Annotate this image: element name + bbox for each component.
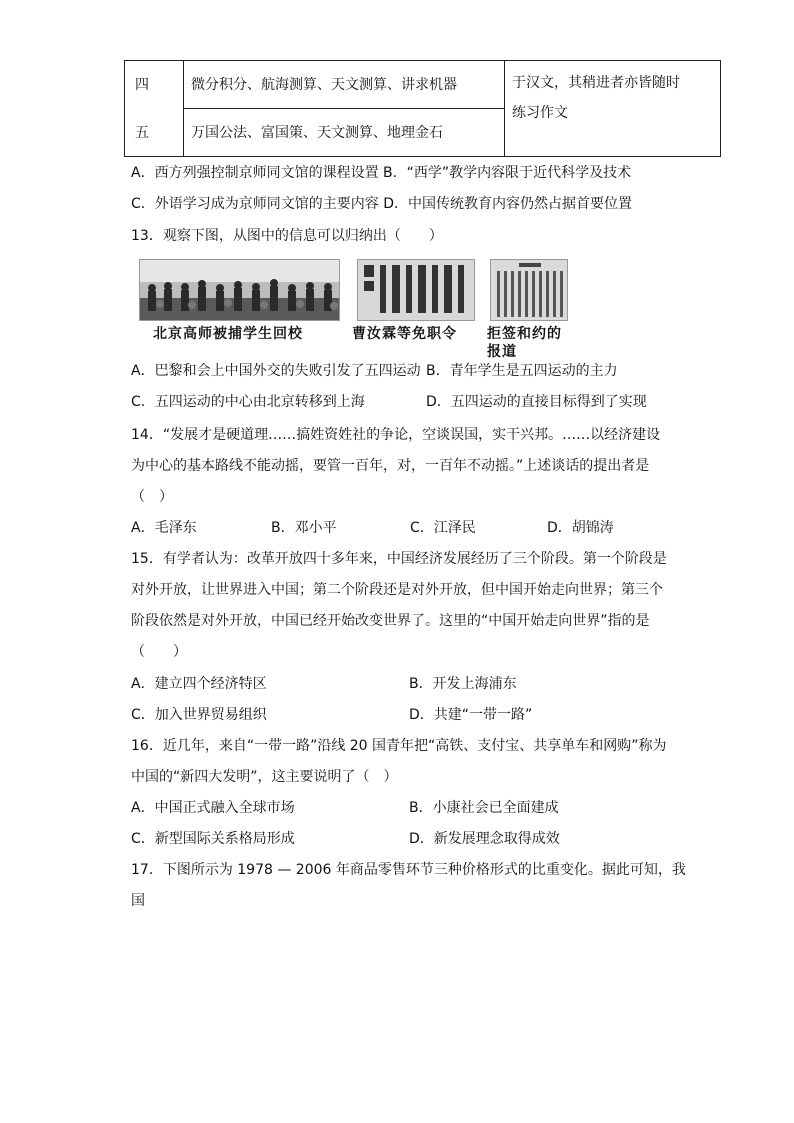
q14-stem: （ ）: [131, 489, 173, 505]
q14-option-b: B．邓小平: [271, 520, 337, 536]
q17-stem: 17．下图所示为 1978 — 2006 年商品零售环节三种价格形式的比重变化。据此可知，我: [131, 862, 686, 878]
q14-stem: 14．“发展才是硬道理……搞姓资姓社的争论，空谈误国，实干兴邦。……以经济建设: [131, 427, 661, 443]
q13-option-d: D．五四运动的直接目标得到了实现: [426, 394, 647, 410]
q15-stem: （ ）: [131, 644, 187, 660]
photo-caption: 拒签和约的: [487, 326, 562, 342]
table-courses-cell: 万国公法、富国策、天文测算、地理金石: [191, 125, 443, 141]
q16-stem: 16．近几年，来自“一带一路”沿线 20 国青年把“高铁、支付宝、共享单车和网购”称为: [131, 738, 667, 754]
table-year-cell: 五: [135, 125, 149, 141]
q17-stem: 国: [131, 893, 145, 909]
q14-option-a: A．毛泽东: [131, 520, 197, 536]
q16-option-a: A．中国正式融入全球市场: [131, 800, 295, 816]
q14-stem: 为中心的基本路线不能动摇，要管一百年，对，一百年不动摇。”上述谈话的提出者是: [131, 458, 650, 474]
q13-option-b: B．青年学生是五四运动的主力: [426, 363, 618, 379]
q12-options-line: A．西方列强控制京师同文馆的课程设置 B．“西学”教学内容限于近代科学及技术: [131, 165, 632, 181]
q15-option-c: C．加入世界贸易组织: [131, 707, 267, 723]
q15-stem: 阶段依然是对外开放，中国已经开始改变世界了。这里的“中国开始走向世界”指的是: [131, 613, 650, 629]
photo-treaty-report: [490, 259, 568, 321]
q12-options-line: C．外语学习成为京师同文馆的主要内容 D．中国传统教育内容仍然占据首要位置: [131, 196, 633, 212]
photo-caption: 报道: [487, 344, 517, 360]
table-note-line: 练习作文: [512, 105, 568, 121]
q13-stem: 13．观察下图，从图中的信息可以归纳出（ ）: [131, 228, 443, 244]
q13-option-a: A．巴黎和会上中国外交的失败引发了五四运动: [131, 363, 421, 379]
photo-caption: 北京高师被捕学生回校: [153, 326, 303, 342]
q15-option-a: A．建立四个经济特区: [131, 676, 267, 692]
q14-option-d: D．胡锦涛: [547, 520, 614, 536]
crowd-photo-image: [140, 260, 340, 321]
table-year-cell: 四: [135, 77, 149, 93]
q15-stem: 15．有学者认为：改革开放四十多年来，中国经济发展经历了三个阶段。第一个阶段是: [131, 551, 667, 567]
newspaper-report-image: [491, 260, 568, 321]
table-divider: [183, 108, 504, 109]
q16-option-c: C．新型国际关系格局形成: [131, 831, 295, 847]
q16-option-b: B．小康社会已全面建成: [409, 800, 559, 816]
q13-option-c: C．五四运动的中心由北京转移到上海: [131, 394, 365, 410]
q16-option-d: D．新发展理念取得成效: [409, 831, 560, 847]
q15-option-b: B．开发上海浦东: [409, 676, 517, 692]
q16-stem: 中国的“新四大发明”，这主要说明了（ ）: [131, 769, 398, 785]
table-note-line: 于汉文，其稍进者亦皆随时: [512, 75, 680, 91]
course-table: [124, 60, 721, 157]
table-divider: [504, 61, 505, 156]
q15-option-d: D．共建“一带一路”: [409, 707, 533, 723]
newspaper-clip-image: [358, 260, 475, 321]
q14-option-c: C．江泽民: [410, 520, 476, 536]
q15-stem: 对外开放，让世界进入中国；第二个阶段还是对外开放，但中国开始走向世界；第三个: [131, 582, 663, 598]
photo-students-return: [139, 259, 340, 321]
table-courses-cell: 微分积分、航海测算、天文测算、讲求机器: [191, 77, 457, 93]
photo-dismissal-order: [357, 259, 475, 321]
photo-caption: 曹汝霖等免职令: [352, 326, 457, 342]
